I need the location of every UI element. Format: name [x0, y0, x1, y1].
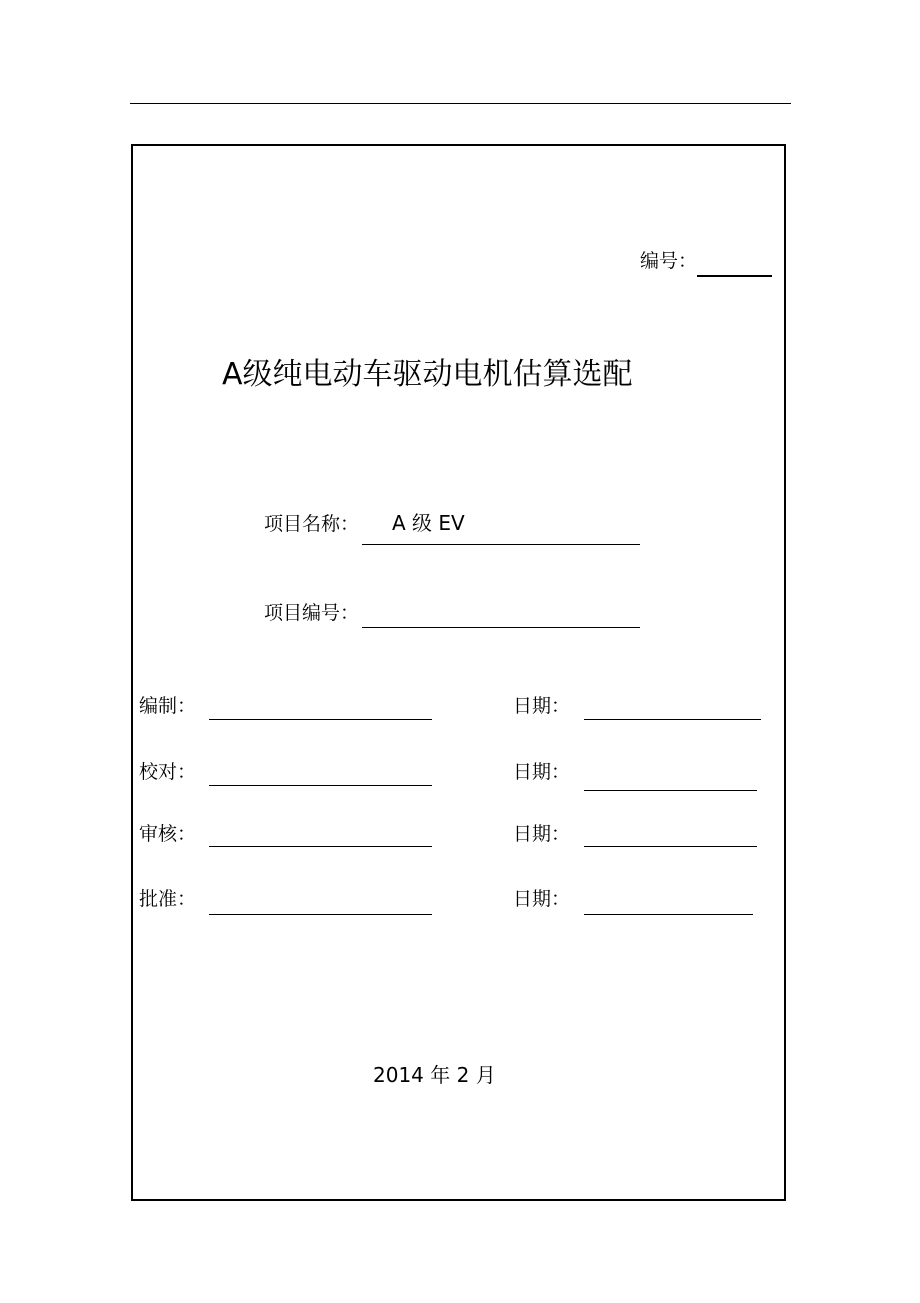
doc-number-field[interactable]	[697, 275, 772, 277]
reviewed-date-field[interactable]	[584, 846, 757, 847]
project-name-value: A 级 EV	[392, 511, 465, 535]
approved-date-field[interactable]	[584, 914, 753, 915]
page-header-rule	[130, 103, 791, 104]
approved-by-field[interactable]	[209, 914, 432, 915]
approved-by-label: 批准：	[139, 888, 197, 910]
approved-date-label: 日期：	[513, 888, 571, 910]
reviewed-by-label: 审核：	[139, 823, 197, 845]
project-number-label: 项目编号：	[264, 602, 360, 624]
reviewed-date-label: 日期：	[513, 823, 571, 845]
checked-by-field[interactable]	[209, 785, 432, 786]
checked-date-field[interactable]	[584, 790, 757, 791]
compiled-by-label: 编制：	[139, 695, 197, 717]
document-title: A级纯电动车驱动电机估算选配	[222, 357, 633, 392]
reviewed-by-field[interactable]	[209, 846, 432, 847]
compiled-date-label: 日期：	[513, 695, 571, 717]
cover-frame	[131, 144, 786, 1201]
project-number-field[interactable]	[362, 627, 640, 628]
project-name-field[interactable]	[362, 544, 640, 545]
project-name-label: 项目名称：	[264, 513, 360, 535]
issue-date: 2014 年 2 月	[373, 1063, 496, 1087]
compiled-date-field[interactable]	[584, 719, 761, 720]
checked-date-label: 日期：	[513, 761, 571, 783]
checked-by-label: 校对：	[139, 761, 197, 783]
doc-number-label: 编号：	[640, 250, 698, 272]
compiled-by-field[interactable]	[209, 719, 432, 720]
